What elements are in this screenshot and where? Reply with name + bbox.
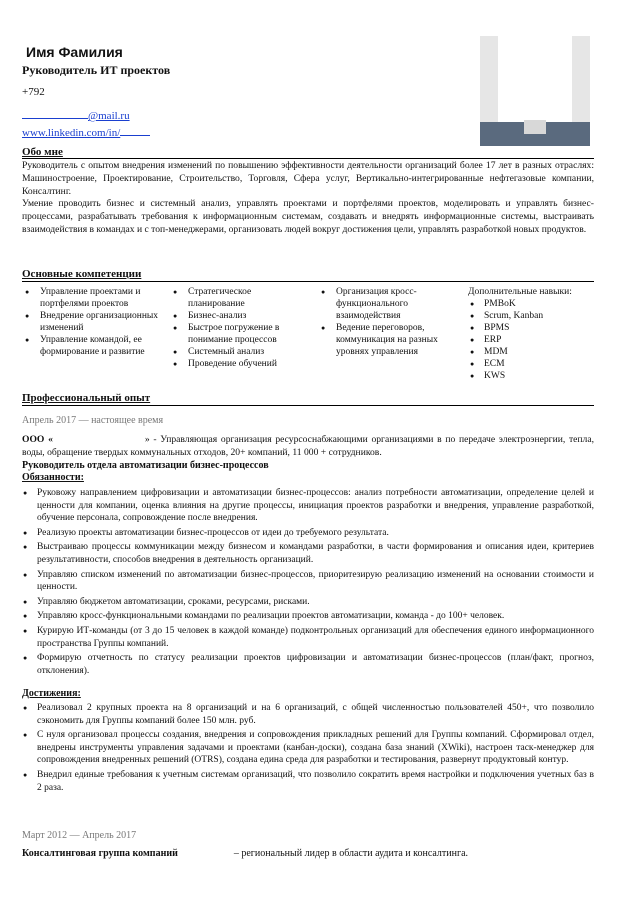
- company-name: Консалтинговая группа компаний: [22, 848, 178, 859]
- phone-number: +792: [22, 86, 45, 98]
- skill-item: ● Scrum, Kanban: [470, 310, 598, 322]
- about-paragraph: Умение проводить бизнес и системный анализ, управлять проектами и портфелями проектов, моделировать и управлять бизнес-процессами, разрабатывать требования к информационным системам, создавать и внедрять информационные системы, выстраивать взаимодействия в командах и с топ-менеджерами, организовать людей вокруг достижения цели, управлять разработкой новых продуктов.: [22, 198, 594, 235]
- competency-item: ● Бизнес-анализ: [170, 310, 305, 322]
- candidate-name: Имя Фамилия: [26, 44, 123, 60]
- achievement-item: ● Внедрил единые требования к учетным системам организаций, что позволило сократить время настройки и подключения учетных баз в 2 раза.: [22, 769, 594, 794]
- candidate-role: Руководитель ИТ проектов: [22, 63, 171, 77]
- competency-item: ● Проведение обучений: [170, 358, 305, 370]
- achievements-title: Достижения:: [22, 688, 81, 699]
- duty-item: ● Реализую проекты автоматизации бизнес-процессов от идеи до требуемого результата.: [22, 527, 594, 540]
- job-position: Руководитель отдела автоматизации бизнес-процессов: [22, 460, 269, 471]
- skill-item: ● PMBoK: [470, 298, 598, 310]
- duty-item: ● Формирую отчетность по статусу реализации проектов цифровизации и автоматизации бизнес-процессов (план/факт, прогноз, отклонения).: [22, 652, 594, 677]
- additional-skills: [468, 286, 598, 382]
- redacted-blank: [120, 125, 150, 136]
- job-company: [22, 848, 468, 859]
- section-title-competencies: Основные компетенции: [22, 268, 142, 280]
- section-rule: [22, 158, 594, 159]
- competency-item: ● Системный анализ: [170, 346, 305, 358]
- blurred-face: [498, 36, 572, 124]
- competency-item: ● Управление командой, ее формирование и развитие: [22, 334, 162, 358]
- skill-item: ● MDM: [470, 346, 598, 358]
- competencies-col-3: [318, 286, 453, 358]
- redacted-blank: [22, 108, 88, 119]
- about-text: [22, 160, 594, 237]
- section-rule: [22, 405, 594, 406]
- achievement-item: ● С нуля организовал процессы создания, внедрения и сопровождения прикладных решений для Группы компаний. Сформировал отдел, внедрены инструменты управления задачами и проектами (канбан-доски), создана база знаний (XWiki), настроен таск-менеджер для сопровождения внедренных решений (OTRS), создана едина среда для разработки и тестирования, развернут продуктовый контур.: [22, 729, 594, 767]
- linkedin-link[interactable]: www.linkedin.com/in/: [22, 125, 150, 139]
- achievements-list: [22, 702, 594, 796]
- duty-item: ● Управляю списком изменений по автоматизации бизнес-процессов, приоритезирую реализацию изменений на основании стоимости и ценности.: [22, 569, 594, 594]
- duty-item: ● Руковожу направлением цифровизации и автоматизации бизнес-процессов: анализ потребности автоматизации, определение целей и ценности для компании, оценка влияния на другие процессы, инициация проектов разработки и внедрения, управление разработкой, обучение персонала, сопровождение после внедрения.: [22, 487, 594, 525]
- duties-list: [22, 487, 594, 679]
- duties-title: Обязанности:: [22, 472, 84, 483]
- company-prefix: ООО «: [22, 434, 53, 445]
- about-paragraph: Руководитель с опытом внедрения изменений по повышению эффективности деятельности организаций более 17 лет в разных отраслях: Машиностроение, Проектирование, Строительство, Торговля, Сфера услуг, Вертикально-интегрированные нефтегазовые компании, Консалтинг.: [22, 160, 594, 197]
- duty-item: ● Выстраиваю процессы коммуникации между бизнесом и командами разработки, в части формирования и описания идеи, критериев результативности, способов внедрения в деятельность организаций.: [22, 541, 594, 566]
- competencies-col-2: [170, 286, 305, 370]
- photo-collar: [524, 120, 546, 134]
- achievement-item: ● Реализовал 2 крупных проекта на 8 организаций и на 6 организаций, с общей численностью пользователей 450+, что позволило сэкономить для Группы компаний более 150 млн. руб.: [22, 702, 594, 727]
- competency-item: ● Организация кросс-функционального взаимодействия: [318, 286, 453, 322]
- skill-item: ● ERP: [470, 334, 598, 346]
- duty-item: ● Управляю кросс-функциональными командами по реализации проектов автоматизации, команда - до 100+ человек.: [22, 610, 594, 623]
- duty-item: ● Курирую ИТ-команды (от 3 до 15 человек в каждой команде) подконтрольных организаций для обеспечения единого информационного пространства Группы компаний.: [22, 625, 594, 650]
- skill-item: ● KWS: [470, 370, 598, 382]
- skill-item: ● ECM: [470, 358, 598, 370]
- competency-item: ● Ведение переговоров, коммуникация на разных уровнях управления: [318, 322, 453, 358]
- competency-item: ● Внедрение организационных изменений: [22, 310, 162, 334]
- section-title-experience: Профессиональный опыт: [22, 392, 151, 404]
- section-title-about: Обо мне: [22, 146, 63, 158]
- competencies-col-1: [22, 286, 162, 358]
- skills-title: Дополнительные навыки:: [468, 287, 572, 297]
- company-description: » - Управляющая организация ресурсоснабжающими организациями в по передаче электроэнергии, тепла, воды, обращение твердых коммунальных отходов, 20+ компаний, 11 000 + сотрудников.: [22, 434, 594, 458]
- job-period: Апрель 2017 — настоящее время: [22, 415, 164, 426]
- company-description: – региональный лидер в области аудита и консалтинга.: [233, 848, 469, 859]
- skill-item: ● BPMS: [470, 322, 598, 334]
- competency-item: ● Быстрое погружение в понимание процессов: [170, 322, 305, 346]
- competency-item: ● Стратегическое планирование: [170, 286, 305, 310]
- profile-photo: [480, 36, 590, 146]
- job-period: Март 2012 — Апрель 2017: [22, 830, 137, 841]
- section-rule: [22, 281, 594, 282]
- job-company: [22, 434, 594, 460]
- competency-item: ● Управление проектами и портфелями проектов: [22, 286, 162, 310]
- email-link[interactable]: @mail.ru: [22, 108, 130, 122]
- duty-item: ● Управляю бюджетом автоматизации, сроками, ресурсами, рисками.: [22, 596, 594, 609]
